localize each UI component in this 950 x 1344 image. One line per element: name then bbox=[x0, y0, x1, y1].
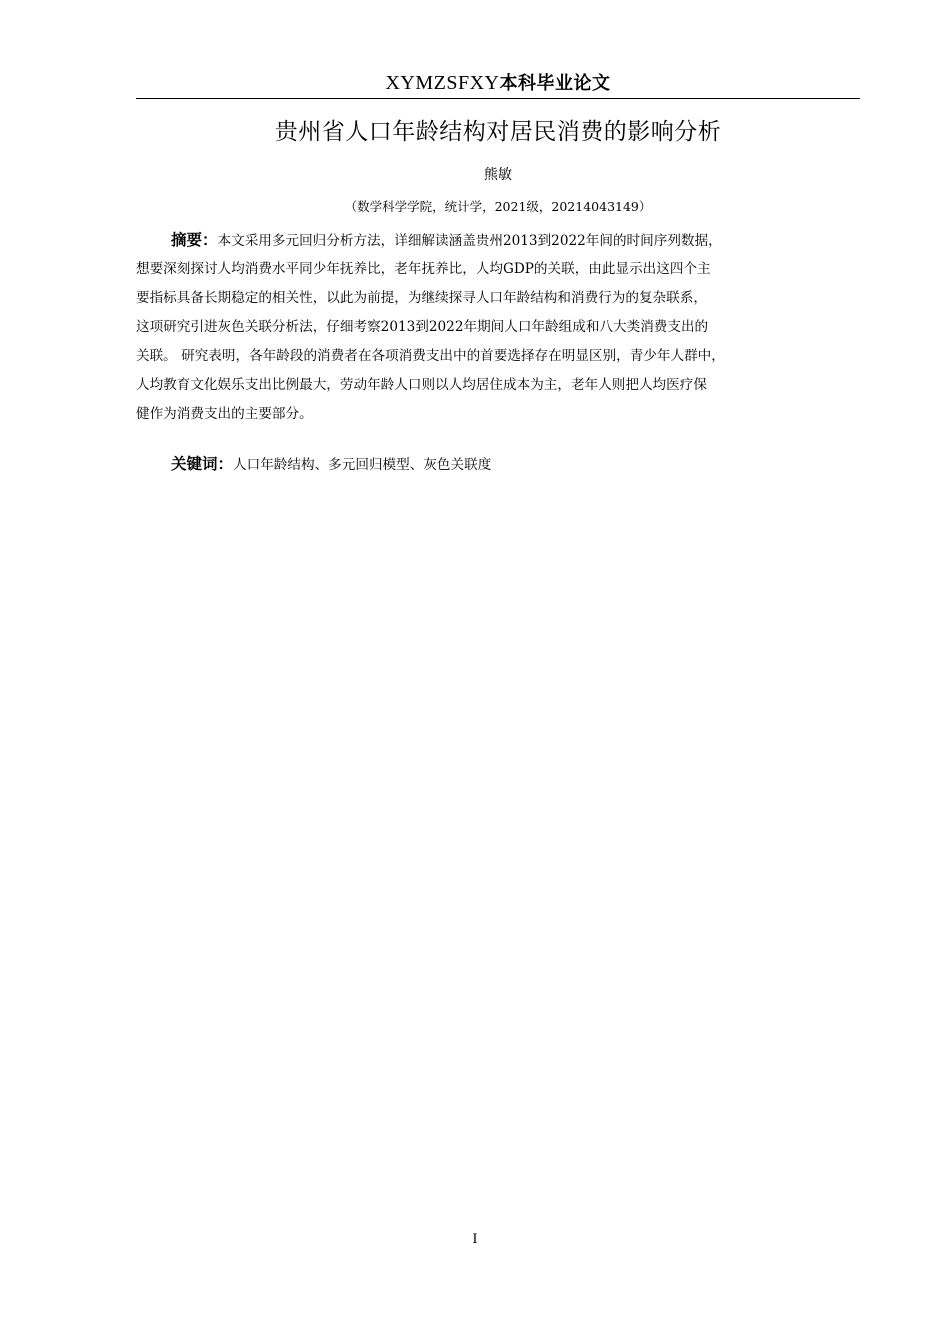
abstract-line: 健作为消费支出的主要部分。 bbox=[136, 406, 313, 422]
abstract-line: 要指标具备长期稳定的相关性，以此为前提，为继续探寻人口年龄结构和消费行为的复杂联系， bbox=[136, 290, 707, 306]
keywords-label: 关键词： bbox=[171, 455, 234, 473]
keywords bbox=[171, 451, 491, 478]
abstract-line: 这项研究引进灰色关联分析法，仔细考察2013到2022年期间人口年龄组成和八大类消费支出的 bbox=[136, 319, 709, 335]
author-affiliation: （数学科学学院，统计学，2021级，20214043149） bbox=[344, 199, 652, 214]
abstract-line: 关联。 研究表明，各年龄段的消费者在各项消费支出中的首要选择存在明显区别，青少年人群中， bbox=[136, 348, 725, 364]
abstract-line: 人均教育文化娱乐支出比例最大，劳动年龄人口则以人均居住成本为主，老年人则把人均医疗保 bbox=[136, 377, 707, 393]
header-rule bbox=[136, 98, 860, 99]
author-name: 熊敏 bbox=[484, 167, 512, 183]
header-title: 本科毕业论文 bbox=[499, 73, 611, 94]
page-number: I bbox=[472, 1232, 478, 1247]
abstract-text: 本文采用多元回归分析方法，详细解读涵盖贵州2013到2022年间的时间序列数据， bbox=[217, 233, 722, 249]
running-header bbox=[136, 70, 860, 97]
abstract bbox=[136, 226, 826, 429]
header-code: XYMZSFXY bbox=[385, 72, 500, 94]
abstract-label: 摘要： bbox=[171, 231, 218, 249]
paper-title: 贵州省人口年龄结构对居民消费的影响分析 bbox=[274, 119, 722, 145]
abstract-line: 想要深刻探讨人均消费水平同少年抚养比，老年抚养比，人均GDP的关联，由此显示出这四个主 bbox=[136, 261, 711, 277]
keywords-text: 人口年龄结构、多元回归模型、灰色关联度 bbox=[233, 457, 492, 473]
abstract-line bbox=[136, 226, 826, 255]
